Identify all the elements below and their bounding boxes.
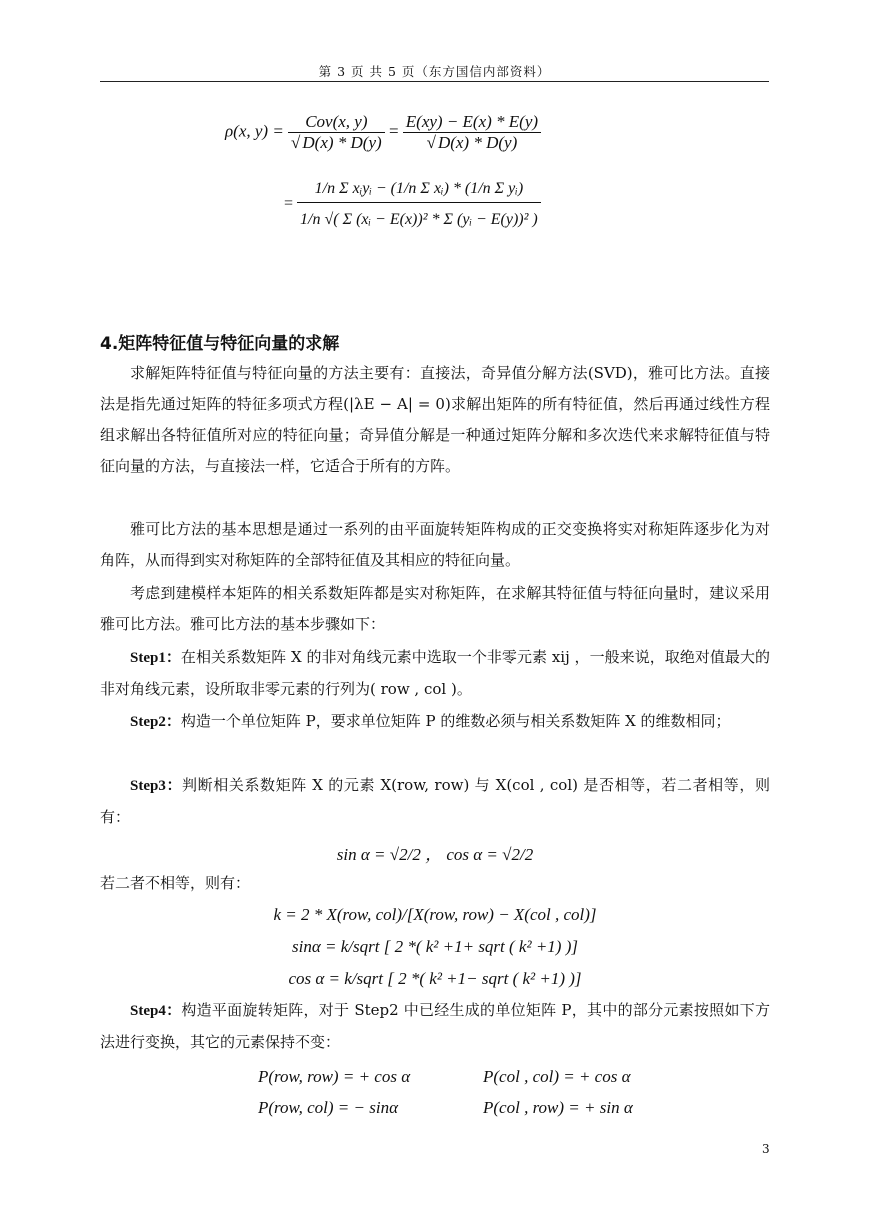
cos-equation: cos α = k/sqrt [ 2 *( k² +1− sqrt ( k² +1) )] <box>288 969 582 988</box>
step3-label: Step3： <box>130 778 183 794</box>
header-rule <box>100 81 769 82</box>
sum-numerator: 1/n Σ xᵢyᵢ − (1/n Σ xᵢ) * (1/n Σ yᵢ) <box>314 180 524 197</box>
paragraph-jacobi-idea: 雅可比方法的基本思想是通过一系列的由平面旋转矩阵构成的正交变换将实对称矩阵逐步化为对角阵，从而得到实对称矩阵的全部特征值及其相应的特征向量。 <box>100 520 770 569</box>
k-equation: k = 2 * X(row, col)/[X(row, row) − X(col , col)] <box>273 905 597 924</box>
correlation-formula-line2: = $\frac{\text{1/n Σ xᵢyᵢ − (1/n Σ xᵢ) * (1/n Σ yᵢ)}}{\text{1/n √( Σ (xᵢ − E(x))² * Σ (yᵢ − E(y))² )}}$ <box>284 180 541 229</box>
paragraph-methods: 求解矩阵特征值与特征向量的方法主要有：直接法，奇异值分解方法(SVD)，雅可比方法。直接法是指先通过矩阵的特征多项式方程(|λE − A| = 0)求解出矩阵的所有特征值，然后再通过线性方程组求解出各特征值所对应的特征向量；奇异值分解是一种通过矩阵分解和多次迭代来求解特征值与特征向量的方法，与直接法一样，它适合于所有的方阵。 <box>100 364 770 475</box>
step3-equal-equation: sin α = √2/2 ， cos α = √2/2 <box>336 845 534 864</box>
page-number: 3 <box>762 1142 770 1156</box>
expectation-fraction: $\frac{E(xy) - E(x) * E(y)}{√ D(x) * D(y)}$ <box>403 112 541 153</box>
step3-paragraph <box>100 770 770 833</box>
step4-paragraph <box>100 995 770 1058</box>
expectation-numerator: E(xy) − E(x) * E(y) <box>405 112 539 131</box>
section-title: 4.矩阵特征值与特征向量的求解 <box>100 334 340 354</box>
rho-lhs: ρ(x, y) = <box>225 121 284 141</box>
page-header: 第 3 页 共 5 页（东方国信内部资料） <box>318 64 551 79</box>
step2-text: 构造一个单位矩阵 P，要求单位矩阵 P 的维数必须与相关系数矩阵 X 的维数相同； <box>180 712 731 730</box>
step2-label: Step2： <box>130 714 181 730</box>
step4-text: 构造平面旋转矩阵，对于 Step2 中已经生成的单位矩阵 P，其中的部分元素按照如下方法进行变换，其它的元素保持不变： <box>100 1001 770 1051</box>
sum-denominator: 1/n √( Σ (xᵢ − E(x))² * Σ (yᵢ − E(y))² ) <box>297 202 541 229</box>
rotation-eq-col-row: P(col , row) = + sin α <box>483 1098 633 1117</box>
cov-numerator: Cov(x, y) <box>305 112 368 131</box>
cov-denominator: D(x) * D(y) <box>302 133 382 152</box>
rotation-eq-row-col: P(row, col) = − sinα <box>258 1098 398 1117</box>
cov-fraction: $\frac{\text{Cov(x, y)}}{√ D(x) * D(y)}$ <box>288 112 385 153</box>
step1-paragraph <box>100 642 770 705</box>
paragraph-jacobi-steps-intro: 考虑到建模样本矩阵的相关系数矩阵都是实对称矩阵，在求解其特征值与特征向量时，建议采用雅可比方法。雅可比方法的基本步骤如下： <box>100 584 770 633</box>
sum-fraction <box>297 180 541 229</box>
step1-label: Step1： <box>130 650 181 666</box>
rotation-eq-row-row: P(row, row) = + cos α <box>258 1067 411 1086</box>
sin-equation: sinα = k/sqrt [ 2 *( k² +1+ sqrt ( k² +1) )] <box>292 937 578 956</box>
correlation-formula-line1: ρ(x, y) = $\frac{\text{Cov(x, y)}}{√ D(x) * D(y)}$ = $\frac{E(xy) - E(x) * E(y)}{√ D(x) * D(y)}$ <box>225 112 541 153</box>
step2-paragraph <box>100 706 770 738</box>
step3-text: 判断相关系数矩阵 X 的元素 X(row, row) 与 X(col , col) 是否相等，若二者相等，则有： <box>100 776 770 826</box>
expectation-denominator: D(x) * D(y) <box>437 133 518 152</box>
step4-label: Step4： <box>130 1003 182 1019</box>
step3-unequal-text: 若二者不相等，则有： <box>100 874 251 892</box>
step1-text: 在相关系数矩阵 X 的非对角线元素中选取一个非零元素 xij ，一般来说，取绝对值最大的非对角线元素，设所取非零元素的行列为( row , col )。 <box>100 648 770 698</box>
rotation-eq-col-col: P(col , col) = + cos α <box>483 1067 631 1086</box>
